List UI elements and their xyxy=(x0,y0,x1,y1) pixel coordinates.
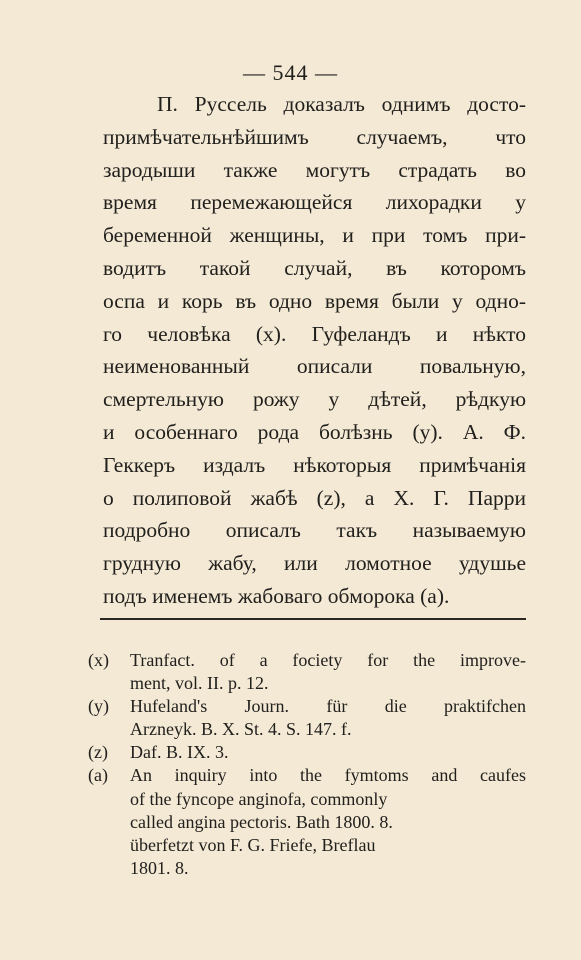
footnote-y-line-1 xyxy=(88,695,526,718)
footnote-y-line-2: Arzneyk. B. X. St. 4. S. 147. f. xyxy=(130,719,352,740)
paragraph-line-6: водитъ такой случай, въ которомъ xyxy=(103,255,526,280)
footnote-a-line-4: überfetzt von F. G. Friefe, Breflau xyxy=(130,834,376,855)
paragraph-line-10: смертельную рожу у дѣтей, рѣдкую xyxy=(103,387,526,412)
paragraph-line-11: и особеннаго рода болѣзнь (y). А. Ф. xyxy=(103,419,526,444)
paragraph-line-16: подъ именемъ жабоваго обморока (a). xyxy=(103,583,450,608)
footnote-x-line-2: ment, vol. II. p. 12. xyxy=(130,673,269,694)
footnote-marker-a: (a) xyxy=(88,765,108,786)
footnote-x-line-1 xyxy=(88,649,526,672)
footnote-z-text-1: Daf. B. IX. 3. xyxy=(130,742,229,763)
footnote-a-line-1 xyxy=(88,764,526,787)
footnote-x-text-1: Tranfact. of a fociety for the improve- xyxy=(130,650,526,670)
page-number: — 544 — xyxy=(243,60,338,85)
footnote-y-text-1: Hufeland's Journ. für die praktifchen xyxy=(130,696,526,717)
footnote-a-line-3: called angina pectoris. Bath 1800. 8. xyxy=(130,811,393,832)
footnote-divider xyxy=(100,618,526,620)
paragraph-line-2: примѣчательнѣйшимъ случаемъ, что xyxy=(103,124,526,149)
paragraph-line-3: зародыши также могутъ страдать во xyxy=(103,157,526,182)
footnotes xyxy=(88,649,526,880)
footnote-a-text-1: An inquiry into the fymtoms and caufes xyxy=(130,765,526,786)
paragraph-line-14: подробно описалъ такъ называемую xyxy=(103,518,526,543)
paragraph-line-5: беременной женщины, и при томъ при- xyxy=(103,223,526,248)
paragraph-line-12: Геккеръ издалъ нѣкоторыя примѣчанія xyxy=(103,452,526,477)
footnote-a-line-5: 1801. 8. xyxy=(130,857,189,878)
paragraph-line-9: неименованный описали повальную, xyxy=(103,354,526,379)
main-paragraph xyxy=(103,88,526,613)
footnote-a-line-2: of the fyncope anginofa, commonly xyxy=(130,788,388,809)
paragraph-line-7: оспа и корь въ одно время были у одно- xyxy=(103,288,526,313)
footnote-marker-y: (y) xyxy=(88,696,109,717)
paragraph-line-8: го человѣка (x). Гуфеландъ и нѣкто xyxy=(103,321,526,346)
paragraph-line-15: грудную жабу, или ломотное удушье xyxy=(103,551,526,576)
footnote-z-line-1 xyxy=(88,741,526,764)
footnote-marker-z: (z) xyxy=(88,742,108,763)
footnote-marker-x: (x) xyxy=(88,650,109,670)
paragraph-line-4: время перемежающейся лихорадки у xyxy=(103,190,526,215)
paragraph-line-13: о полиповой жабѣ (z), а Х. Г. Парри xyxy=(103,485,526,510)
paragraph-line-1: П. Руссель доказалъ однимъ досто- xyxy=(157,92,526,116)
